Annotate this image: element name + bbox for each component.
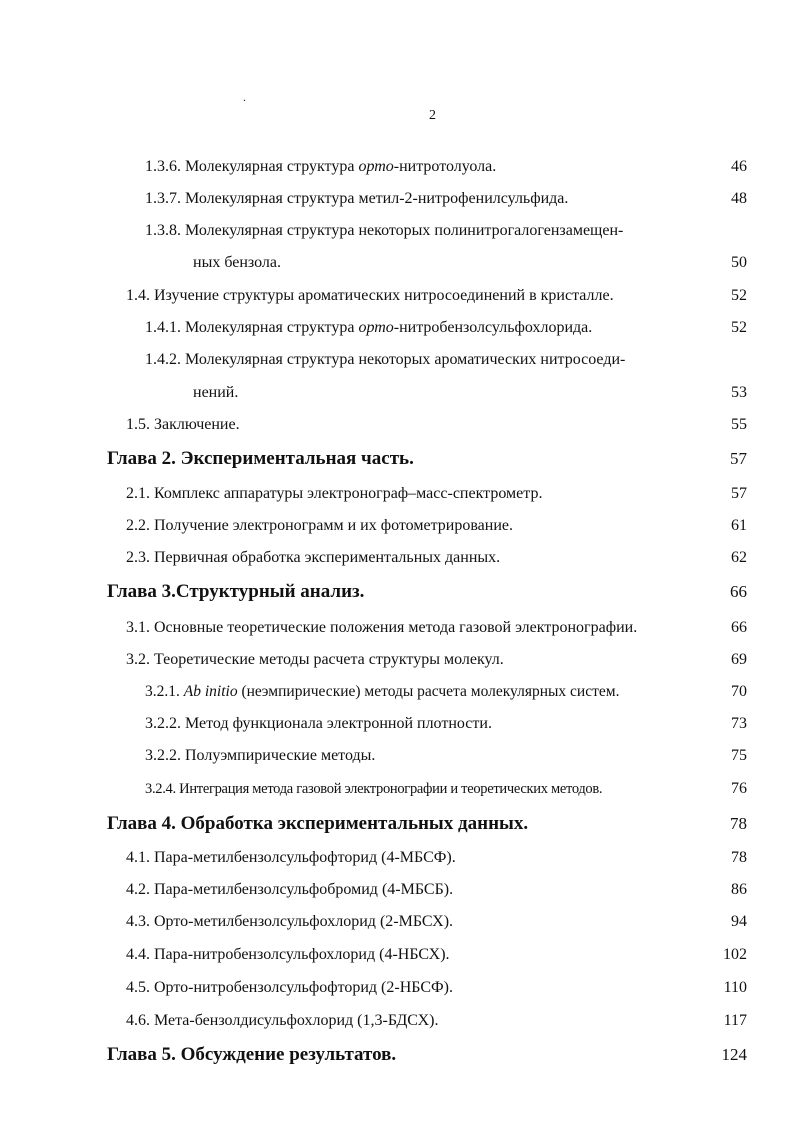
- entry-number: 2.3.: [126, 549, 150, 566]
- entry-page: 76: [731, 780, 747, 797]
- entry-title: Пара-нитробензолсульфохлорид (4-НБСХ).: [154, 946, 450, 963]
- entry-page: 57: [730, 449, 747, 468]
- chapter-number: Глава 3.: [107, 581, 176, 602]
- entry-number: 4.3.: [126, 913, 150, 930]
- entry-number: 3.1.: [126, 619, 150, 636]
- entry-title: Орто-нитробензолсульфофторид (2-НБСФ).: [154, 979, 453, 996]
- chapter-title: Обработка экспериментальных данных.: [180, 813, 529, 834]
- toc-entry: [0, 545, 793, 571]
- entry-page: 61: [731, 517, 747, 534]
- chapter-title: Структурный анализ.: [175, 581, 365, 602]
- entry-title: Молекулярная структура: [185, 158, 359, 175]
- page-number: 2: [429, 108, 436, 123]
- entry-page: 86: [731, 881, 747, 898]
- toc-entry: [0, 218, 793, 244]
- toc-entry: [0, 942, 793, 968]
- entry-number: 3.2.2.: [145, 715, 181, 732]
- entry-title-rest: -нитробензолсульфохлорида.: [393, 319, 593, 336]
- entry-number: 3.2.: [126, 651, 150, 668]
- entry-title: Комплекс аппаратуры электронограф–масс-спектрометр.: [154, 485, 543, 502]
- entry-number: 1.4.1.: [145, 319, 181, 336]
- entry-page: 52: [731, 319, 747, 336]
- entry-title: Молекулярная структура: [185, 319, 359, 336]
- entry-number: 1.3.7.: [145, 190, 181, 207]
- toc-entry: [0, 743, 793, 769]
- toc-entry: [0, 186, 793, 212]
- toc-entry: [0, 283, 793, 309]
- entry-title: Пара-метилбензолсульфофторид (4-МБСФ).: [154, 849, 456, 866]
- toc-entry: [0, 154, 793, 180]
- toc-entry: [0, 679, 793, 705]
- entry-page: 94: [731, 913, 747, 930]
- toc-entry: [0, 647, 793, 673]
- entry-number: 1.5.: [126, 416, 150, 433]
- entry-title: Основные теоретические положения метода газовой электронографии.: [154, 619, 638, 636]
- entry-page: 70: [731, 683, 747, 700]
- entry-page: 117: [723, 1012, 747, 1029]
- entry-title-rest: -нитротолуола.: [393, 158, 497, 175]
- entry-number: 1.4.: [126, 287, 150, 304]
- toc-entry: [0, 412, 793, 438]
- toc-entry: [0, 513, 793, 539]
- entry-page: 62: [731, 549, 747, 566]
- toc-entry: [0, 975, 793, 1001]
- entry-title-italic: орто: [358, 319, 394, 336]
- entry-number: 4.2.: [126, 881, 150, 898]
- toc-entry: [0, 615, 793, 641]
- entry-title: Заключение.: [154, 416, 240, 433]
- entry-page: 66: [730, 582, 747, 601]
- entry-title: Первичная обработка экспериментальных данных.: [154, 549, 501, 566]
- entry-title-italic: Ab initio: [183, 683, 238, 700]
- entry-page: 57: [731, 485, 747, 502]
- chapter-number: Глава 2.: [107, 448, 176, 469]
- toc-chapter: [0, 811, 793, 837]
- entry-title: Теоретические методы расчета структуры молекул.: [154, 651, 504, 668]
- toc-chapter: [0, 579, 793, 605]
- entry-page: 102: [723, 946, 747, 963]
- entry-number: 4.1.: [126, 849, 150, 866]
- entry-page: 48: [731, 190, 747, 207]
- toc-entry: [0, 347, 793, 373]
- entry-title: ных бензола.: [193, 254, 282, 271]
- entry-title: Молекулярная структура метил-2-нитрофенилсульфида.: [185, 190, 569, 207]
- entry-title: Получение электронограмм и их фотометрирование.: [154, 517, 513, 534]
- entry-title: Мета-бензолдисульфохлорид (1,3-БДСХ).: [154, 1012, 439, 1029]
- toc-entry: [0, 845, 793, 871]
- toc-entry-continuation: [0, 380, 793, 406]
- entry-page: 78: [731, 849, 747, 866]
- entry-page: 55: [731, 416, 747, 433]
- entry-number: 2.2.: [126, 517, 150, 534]
- toc-chapter: [0, 446, 793, 472]
- entry-title: Метод функционала электронной плотности.: [185, 715, 492, 732]
- entry-title-italic: орто: [358, 158, 394, 175]
- entry-title: Молекулярная структура некоторых ароматических нитросоеди-: [185, 351, 626, 368]
- entry-number: 3.2.1.: [145, 683, 180, 700]
- entry-title: Молекулярная структура некоторых полинитрогалогензамещен-: [185, 222, 624, 239]
- toc-entry-continuation: [0, 250, 793, 276]
- entry-title: Полуэмпирические методы.: [185, 747, 376, 764]
- toc-entry: [0, 481, 793, 507]
- entry-page: 110: [723, 979, 747, 996]
- entry-page: 66: [731, 619, 747, 636]
- toc-entry: [0, 909, 793, 935]
- chapter-title: Экспериментальная часть.: [180, 448, 414, 469]
- entry-page: 46: [731, 158, 747, 175]
- entry-number: 1.3.6.: [145, 158, 181, 175]
- entry-title: Интеграция метода газовой электронографии и теоретических методов.: [179, 781, 603, 797]
- entry-page: 53: [731, 384, 747, 401]
- chapter-title: Обсуждение результатов.: [180, 1044, 397, 1065]
- entry-page: 50: [731, 254, 747, 271]
- entry-title: нений.: [193, 384, 239, 401]
- entry-page: 73: [731, 715, 747, 732]
- entry-title: Орто-метилбензолсульфохлорид (2-МБСХ).: [154, 913, 454, 930]
- entry-page: 78: [730, 814, 747, 833]
- entry-title: Пара-метилбензолсульфобромид (4-МБСБ).: [154, 881, 454, 898]
- chapter-number: Глава 5.: [107, 1044, 176, 1065]
- entry-title-rest: (неэмпирические) методы расчета молекулярных систем.: [237, 683, 620, 700]
- entry-number: 3.2.2.: [145, 747, 181, 764]
- toc-entry: [0, 1008, 793, 1034]
- entry-title: Изучение структуры ароматических нитросоединений в кристалле.: [154, 287, 614, 304]
- entry-number: 4.5.: [126, 979, 150, 996]
- toc-chapter: [0, 1042, 793, 1068]
- entry-number: 1.4.2.: [145, 351, 181, 368]
- entry-number: 4.4.: [126, 946, 150, 963]
- toc-entry: [0, 711, 793, 737]
- entry-page: 69: [731, 651, 747, 668]
- scan-speck: .: [243, 90, 246, 104]
- entry-number: 1.3.8.: [145, 222, 181, 239]
- toc-entry: [0, 877, 793, 903]
- entry-page: 124: [721, 1045, 747, 1064]
- toc-entry: [0, 776, 793, 802]
- chapter-number: Глава 4.: [107, 813, 176, 834]
- entry-number: 4.6.: [126, 1012, 150, 1029]
- toc-entry: [0, 315, 793, 341]
- entry-number: 2.1.: [126, 485, 150, 502]
- entry-page: 52: [731, 287, 747, 304]
- entry-page: 75: [731, 747, 747, 764]
- entry-number: 3.2.4.: [145, 781, 176, 797]
